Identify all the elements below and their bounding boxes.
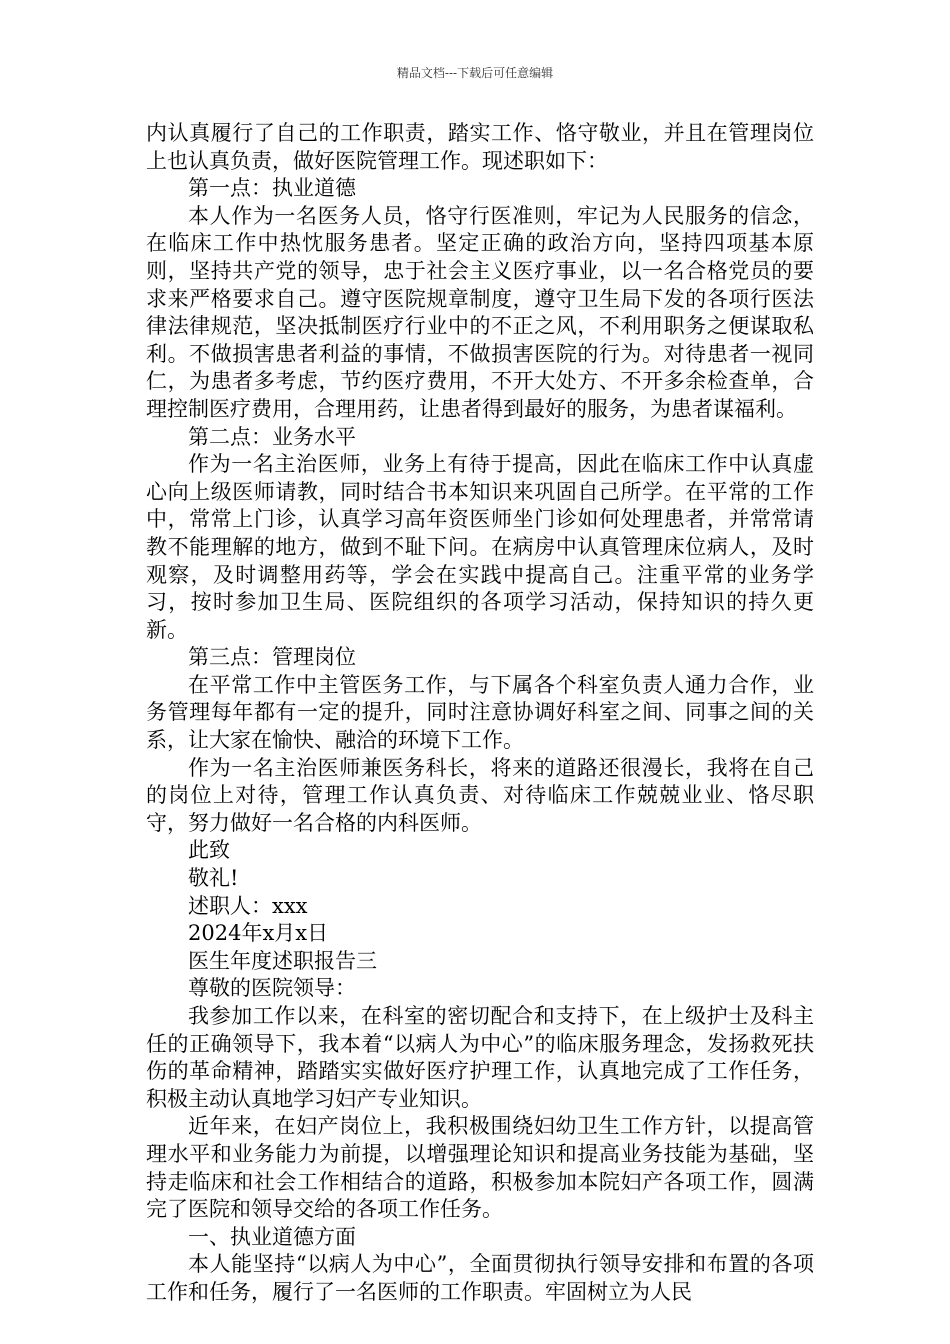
closing-salutation: 此致	[188, 838, 230, 863]
report-title: 医生年度述职报告三	[188, 948, 377, 973]
date-line: 2024年x月x日	[188, 921, 329, 946]
paragraph: 本人作为一名医务人员，恪守行医准则，牢记为人民服务的信念，在临床工作中热忱服务患者。坚定正确的政治方向，坚持四项基本原则，坚持共产党的领导，忠于社会主义医疗事业，以一名合格党员的要求来严格要求自己。遵守医院规章制度，遵守卫生局下发的各项行医法律法律规范，坚决抵制医疗行业中的不正之风，不利用职务之便谋取私利。不做损害患者利益的事情，不做损害医院的行为。对待患者一视同仁，为患者多考虑，节约医疗费用，不开大处方、不开多余检查单，合理控制医疗费用，合理用药，让患者得到最好的服务，为患者谋福利。	[146, 203, 814, 421]
paragraph: 本人能坚持“以病人为中心”，全面贯彻执行领导安排和布置的各项工作和任务，履行了一名医师的工作职责。牢固树立为人民	[146, 1252, 814, 1304]
paragraph: 作为一名主治医师兼医务科长，将来的道路还很漫长，我将在自己的岗位上对待，管理工作认真负责、对待临床工作兢兢业业、恪尽职守，努力做好一名合格的内科医师。	[146, 755, 814, 835]
signature-line: 述职人：xxx	[188, 893, 308, 918]
section-heading-ethics: 一、执业道德方面	[188, 1224, 356, 1249]
paragraph-continuation: 内认真履行了自己的工作职责，踏实工作、恪守敬业，并且在管理岗位上也认真负责，做好医院管理工作。现述职如下：	[146, 121, 814, 173]
closing-respect: 敬礼!	[188, 866, 239, 891]
paragraph: 作为一名主治医师，业务上有待于提高，因此在临床工作中认真虚心向上级医师请教，同时结合书本知识来巩固自己所学。在平常的工作中，常常上门诊，认真学习高年资医师坐门诊如何处理患者，并常常请教不能理解的地方，做到不耻下问。在病房中认真管理床位病人，及时观察，及时调整用药等，学会在实践中提高自己。注重平常的业务学习，按时参加卫生局、医院组织的各项学习活动，保持知识的持久更新。	[146, 452, 814, 642]
section-heading-management-post: 第三点：管理岗位	[188, 645, 356, 670]
paragraph: 我参加工作以来，在科室的密切配合和支持下，在上级护士及科主任的正确领导下，我本着“以病人为中心”的临床服务理念，发扬救死扶伤的革命精神，踏踏实实做好医疗护理工作，认真地完成了工作任务，积极主动认真地学习妇产专业知识。	[146, 1004, 814, 1111]
section-heading-professional-level: 第二点：业务水平	[188, 424, 356, 449]
page-header: 精品文档---下载后可任意编辑	[396, 66, 554, 80]
paragraph: 近年来，在妇产岗位上，我积极围绕妇幼卫生工作方针，以提高管理水平和业务能力为前提，以增强理论知识和提高业务技能为基础，坚持走临床和社会工作相结合的道路，积极参加本院妇产各项工作，圆满完了医院和领导交给的各项工作任务。	[146, 1114, 814, 1222]
greeting: 尊敬的医院领导：	[188, 976, 356, 1001]
section-heading-professional-ethics: 第一点：执业道德	[188, 176, 356, 201]
paragraph: 在平常工作中主管医务工作，与下属各个科室负责人通力合作，业务管理每年都有一定的提升，同时注意协调好科室之间、同事之间的关系，让大家在愉快、融洽的环境下工作。	[146, 672, 814, 753]
document-body	[146, 120, 814, 1307]
